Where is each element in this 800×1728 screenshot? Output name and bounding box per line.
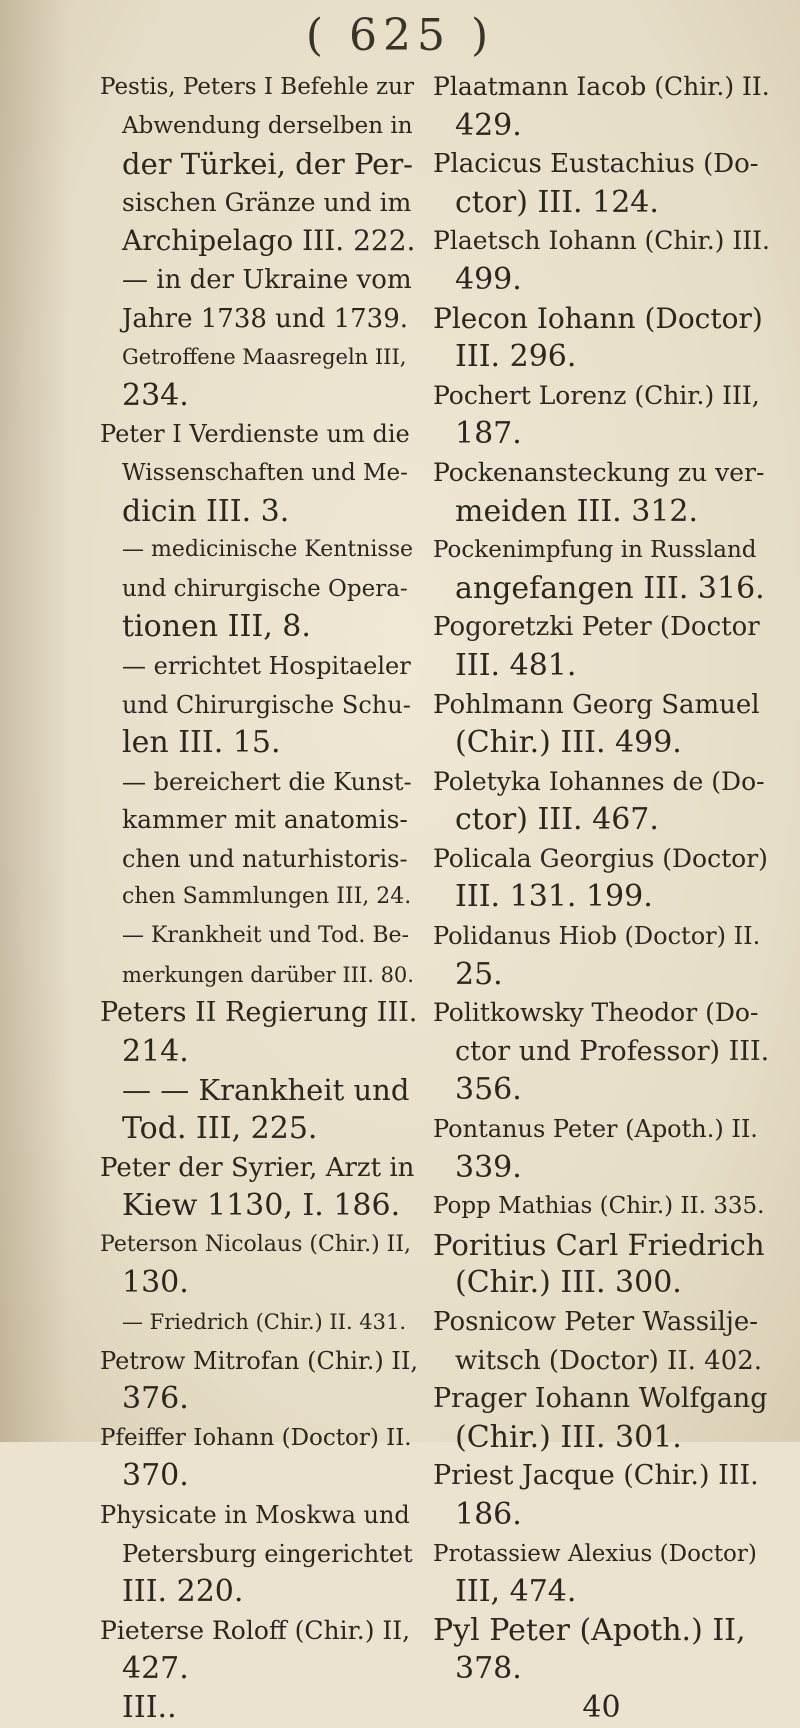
- index-entry-line: und Chirurgische Schu-: [122, 690, 411, 719]
- index-entry-line: 234.: [122, 377, 189, 413]
- index-column-right: [433, 68, 770, 1728]
- index-entry-line: Tod. III, 225.: [122, 1111, 318, 1147]
- index-entry-line: Pieterse Roloff (Chir.) II,: [100, 1615, 411, 1645]
- index-entry-line: Pockenimpfung in Russland: [433, 537, 757, 564]
- index-entry-line: (Chir.) III. 300.: [455, 1265, 682, 1301]
- index-entry-line: III..: [122, 1689, 177, 1725]
- index-entry-line: Policala Georgius (Doctor): [433, 843, 768, 873]
- index-entry-line: III. 220.: [122, 1574, 244, 1610]
- index-entry-line: Getroffene Maasregeln III,: [122, 345, 407, 370]
- index-entry-line: Petersburg eingerichtet: [122, 1539, 413, 1568]
- index-entry-line: Abwendung derselben in: [122, 112, 413, 139]
- index-entry-line: Protassiew Alexius (Doctor): [433, 1540, 757, 1567]
- index-entry-line: chen und naturhistoris-: [122, 844, 408, 873]
- index-entry-line: 356.: [455, 1072, 522, 1108]
- index-entry-line: — Krankheit und Tod. Be-: [122, 923, 409, 949]
- index-entry-line: III, 474.: [455, 1574, 577, 1610]
- index-entry-line: meiden III. 312.: [455, 493, 699, 529]
- index-entry-line: — medicinische Kentnisse: [122, 537, 414, 563]
- page-gutter-shadow: [0, 0, 70, 1442]
- index-entry-line: Plaatmann Iacob (Chir.) II.: [433, 72, 770, 101]
- index-entry-line: der Türkei, der Per-: [122, 147, 413, 182]
- index-entry-line: Pfeiffer Iohann (Doctor) II.: [100, 1424, 412, 1451]
- index-entry-line: — in der Ukraine vom: [122, 264, 412, 295]
- index-entry-line: merkungen darüber III. 80.: [122, 962, 414, 987]
- index-entry-line: Pochert Lorenz (Chir.) III,: [433, 380, 760, 410]
- index-entry-line: — — Krankheit und: [122, 1073, 410, 1108]
- index-entry-line: 499.: [455, 261, 522, 297]
- index-entry-line: Kiew 1130, I. 186.: [122, 1188, 401, 1224]
- index-entry-line: 429.: [455, 107, 522, 143]
- index-entry-line: chen Sammlungen III, 24.: [122, 884, 412, 910]
- index-entry-line: Pestis, Peters I Befehle zur: [100, 74, 414, 100]
- index-entry-line: Pockenansteckung zu ver-: [433, 457, 765, 487]
- index-entry-line: kammer mit anatomis-: [122, 805, 408, 835]
- index-entry-line: dicin III. 3.: [122, 493, 290, 529]
- index-entry-line: Archipelago III. 222.: [122, 224, 416, 258]
- index-entry-line: Priest Jacque (Chir.) III.: [433, 1460, 759, 1492]
- index-entry-line: 376.: [122, 1381, 189, 1417]
- index-entry-line: III. 481.: [455, 647, 577, 683]
- index-entry-line: Plecon Iohann (Doctor): [433, 301, 763, 335]
- index-entry-line: 187.: [455, 416, 522, 452]
- index-entry-line: (Chir.) III. 499.: [455, 725, 682, 761]
- index-entry-line: 25.: [455, 956, 503, 992]
- index-entry-line: Pyl Peter (Apoth.) II,: [433, 1612, 746, 1648]
- index-entry-line: sischen Gränze und im: [122, 187, 412, 217]
- index-entry-line: Pontanus Peter (Apoth.) II.: [433, 1115, 758, 1144]
- index-entry-line: — Friedrich (Chir.) II. 431.: [122, 1310, 407, 1334]
- index-entry-line: Placicus Eustachius (Do-: [433, 149, 759, 180]
- index-entry-line: Posnicow Peter Wassilje-: [433, 1307, 758, 1337]
- index-entry-line: ctor und Professor) III.: [455, 1035, 770, 1067]
- index-entry-line: Peterson Nicolaus (Chir.) II,: [100, 1231, 412, 1257]
- index-entry-line: Plaetsch Iohann (Chir.) III.: [433, 226, 770, 256]
- index-entry-line: Poritius Carl Friedrich: [433, 1227, 765, 1262]
- index-entry-line: 186.: [455, 1496, 522, 1532]
- index-entry-line: Wissenschaften und Me-: [122, 459, 408, 486]
- index-entry-line: 339.: [455, 1149, 522, 1185]
- index-entry-line: Pohlmann Georg Samuel: [433, 689, 760, 720]
- index-entry-line: — errichtet Hospitaeler: [122, 651, 411, 680]
- index-entry-line: ctor) III. 467.: [455, 802, 659, 838]
- index-entry-line: Prager Iohann Wolfgang: [433, 1383, 768, 1415]
- index-entry-line: III. 131. 199.: [455, 879, 653, 915]
- page-number: ( 625 ): [305, 10, 495, 61]
- index-entry-line: 427.: [122, 1651, 189, 1687]
- index-entry-line: 214.: [122, 1033, 189, 1069]
- index-entry-line: angefangen III. 316.: [455, 570, 765, 606]
- index-entry-line: 378.: [455, 1651, 522, 1687]
- index-entry-line: Politkowsky Theodor (Do-: [433, 998, 759, 1028]
- index-entry-line: Petrow Mitrofan (Chir.) II,: [100, 1346, 419, 1375]
- index-entry-line: Polidanus Hiob (Doctor) II.: [433, 922, 761, 951]
- index-entry-line: Peters II Regierung III.: [100, 997, 418, 1029]
- index-entry-line: III. 296.: [455, 339, 577, 375]
- index-entry-line: len III. 15.: [122, 725, 281, 761]
- index-entry-line: — bereichert die Kunst-: [122, 767, 412, 796]
- index-entry-line: und chirurgische Opera-: [122, 575, 408, 602]
- index-entry-line: ctor) III. 124.: [455, 184, 659, 220]
- index-entry-line: tionen III, 8.: [122, 609, 311, 645]
- index-column-left: [100, 68, 418, 1728]
- index-entry-line: Pogoretzki Peter (Doctor: [433, 612, 760, 643]
- index-entry-line: Peter der Syrier, Arzt in: [100, 1152, 415, 1183]
- index-entry-line: Popp Mathias (Chir.) II. 335.: [433, 1193, 765, 1220]
- index-entry-line: Poletyka Iohannes de (Do-: [433, 766, 765, 796]
- index-entry-line: Peter I Verdienste um die: [100, 420, 410, 449]
- index-entry-line: Physicate in Moskwa und: [100, 1500, 410, 1529]
- index-entry-line: 130.: [122, 1265, 189, 1301]
- index-entry-line: (Chir.) III. 301.: [455, 1419, 682, 1455]
- index-entry-line: 370.: [122, 1458, 189, 1494]
- index-entry-line: 40: [582, 1689, 621, 1725]
- index-entry-line: Jahre 1738 und 1739.: [122, 303, 409, 334]
- index-entry-line: witsch (Doctor) II. 402.: [455, 1345, 763, 1376]
